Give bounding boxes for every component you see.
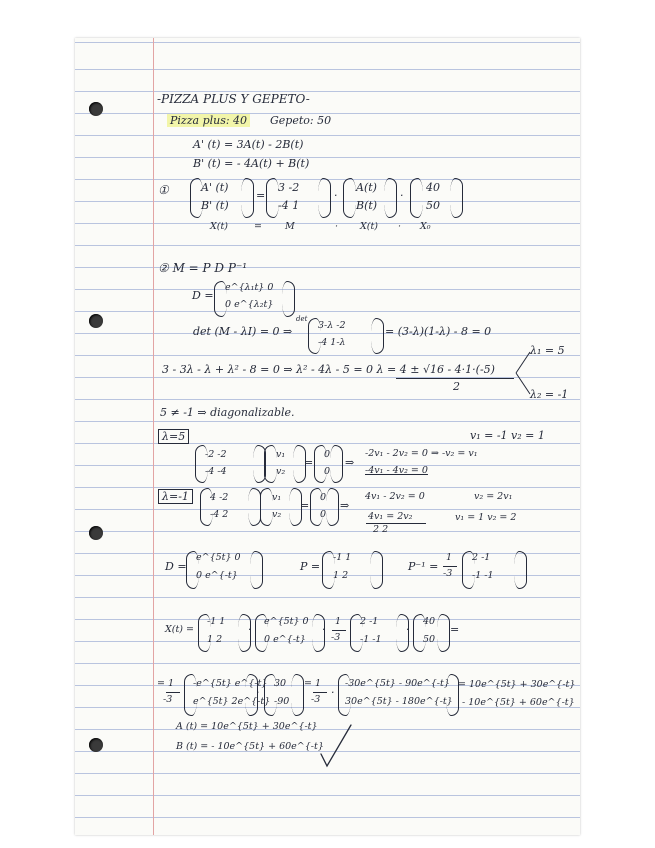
det-row2: -4 1-λ: [318, 337, 346, 348]
p-matrix-row1: -1 1: [333, 552, 352, 563]
sym-eq: =: [254, 221, 262, 232]
p-inverse-row1: 2 -1: [472, 552, 491, 563]
answer-b: B (t) = - 10e^{5t} + 60e^{-t}: [176, 741, 324, 752]
lambda5-v-row1: v₁: [276, 449, 286, 460]
step1-number: ①: [158, 183, 169, 197]
matrix-m-row2: -4 1: [278, 199, 300, 212]
dot: ·: [248, 623, 252, 636]
paren: [343, 178, 356, 218]
lambda5-z-row2: 0: [324, 466, 331, 477]
matrix-m-row1: 3 -2: [278, 181, 300, 194]
punch-hole: [89, 738, 103, 752]
final-result-1: = 10e^{5t} + 30e^{-t}: [458, 679, 576, 690]
fraction-bar: [166, 692, 180, 693]
lambda-1-m-row1: 4 -2: [210, 492, 229, 503]
final-eq2: = 1: [304, 678, 322, 689]
paren: [250, 551, 263, 589]
dot: ·: [400, 189, 404, 202]
lambda1: λ₁ = 5: [530, 344, 565, 357]
final-m-row2: e^{5t} 2e^{-t}: [193, 696, 271, 707]
sym-xt: X(t): [360, 221, 378, 232]
lambda-1-v-row1: v₁: [272, 492, 282, 503]
lambda-1-eq2: 4v₁ = 2v₂: [368, 511, 413, 522]
lambda-1-v-row2: v₂: [272, 509, 282, 520]
p-matrix-label: P =: [300, 560, 321, 573]
initial-pizza: Pizza plus: 40: [167, 114, 250, 127]
d-row1: e^{λ₁t} 0: [225, 282, 274, 293]
punch-hole: [89, 314, 103, 328]
dot: ·: [406, 623, 410, 636]
dot: ·: [256, 686, 260, 699]
lambda5-z-row1: 0: [324, 449, 331, 460]
x0-bottom: 50: [426, 199, 440, 212]
x0-top: 40: [426, 181, 440, 194]
xt-frac-num: 1: [335, 616, 342, 627]
xt-label: X(t) =: [165, 624, 194, 635]
fraction-bar: [443, 566, 457, 567]
x-top: A(t): [356, 181, 377, 194]
sym-m: M: [285, 221, 295, 232]
lambda5-m-row2: -4 -4: [205, 466, 227, 477]
xt-v-row1: 40: [423, 616, 436, 627]
paren: [410, 178, 423, 218]
paren: [370, 551, 383, 589]
lambda-1-m-row2: -4 2: [210, 509, 229, 520]
final-m-row1: -e^{5t} e^{-t}: [193, 678, 268, 689]
final-r-row2: 30e^{5t} - 180e^{-t}: [345, 696, 453, 707]
paren: [318, 178, 331, 218]
fraction-bar: [396, 378, 514, 379]
p-inverse-frac-den: -3: [443, 568, 453, 579]
diagonalizable-note: 5 ≠ -1 ⇒ diagonalizable.: [160, 406, 295, 419]
lambda5-eq1: -2v₁ - 2v₂ = 0 ⇒ -v₂ = v₁: [365, 448, 478, 459]
paren: [241, 178, 254, 218]
dot: ·: [322, 623, 326, 636]
lambda2: λ₂ = -1: [530, 388, 569, 401]
final-frac: = 1: [157, 678, 175, 689]
d-matrix-label: D =: [165, 560, 187, 573]
lambda5-m-row1: -2 -2: [205, 449, 227, 460]
lambda-1-result2: v₁ = 1 v₂ = 2: [455, 512, 517, 523]
lambda5-label: λ=5: [158, 429, 189, 444]
paren: [371, 318, 384, 354]
xt-frac-den: -3: [331, 632, 341, 643]
p-inverse-label: P⁻¹ =: [408, 560, 439, 573]
lambda5-eq2: -4v₁ - 4v₂ = 0: [365, 465, 428, 476]
sym-dot: ·: [335, 221, 339, 232]
lambda5-eigenvector: v₁ = -1 v₂ = 1: [470, 429, 545, 442]
xt-d-row2: 0 e^{-t}: [264, 634, 306, 645]
d-matrix-row1: e^{5t} 0: [196, 552, 241, 563]
xt-pinv-row1: 2 -1: [360, 616, 379, 627]
lambda-1-z-row2: 0: [320, 509, 327, 520]
equation-a: A' (t) = 3A(t) - 2B(t): [193, 138, 304, 151]
sym-x: X(t): [210, 221, 228, 232]
page-title: -PIZZA PLUS Y GEPETO-: [157, 92, 310, 106]
final-v-row1: 30: [274, 678, 287, 689]
sym-x0: X₀: [420, 221, 431, 232]
characteristic-expansion: 3 - 3λ - λ + λ² - 8 = 0 ⇒ λ² - 4λ - 5 = 0 λ = 4 ± √16 - 4·1·(-5): [162, 363, 495, 376]
x-bottom: B(t): [356, 199, 378, 212]
final-den2: -3: [311, 694, 321, 705]
sym-dot: ·: [398, 221, 402, 232]
punch-hole: [89, 526, 103, 540]
xt-d-row1: e^{5t} 0: [264, 616, 309, 627]
xt-p-row1: -1 1: [207, 616, 226, 627]
lambda-1-z-row1: 0: [320, 492, 327, 503]
paren: [437, 614, 450, 652]
final-frac-den: -3: [163, 694, 173, 705]
lambda-1-den: 2 2: [373, 524, 389, 535]
paren: [291, 674, 304, 716]
lambda-1-eq1: 4v₁ - 2v₂ = 0: [365, 491, 425, 502]
fraction-den: 2: [453, 380, 460, 393]
paren: [282, 281, 295, 317]
det-equation: det (M - λI) = 0 ⇒: [193, 325, 293, 338]
lhs-top: A' (t): [201, 181, 229, 194]
initial-gepeto: Gepeto: 50: [270, 114, 332, 127]
paren: [326, 488, 339, 526]
dot: ·: [334, 189, 338, 202]
final-r-row1: -30e^{5t} - 90e^{-t}: [345, 678, 450, 689]
xt-pinv-row2: -1 -1: [360, 634, 382, 645]
paren: [384, 178, 397, 218]
lambda-1-label: λ=-1: [158, 489, 193, 504]
step2-heading: ② M = P D P⁻¹: [158, 261, 248, 275]
d-label: D =: [192, 289, 214, 302]
det-result: = (3-λ)(1-λ) - 8 = 0: [385, 325, 492, 338]
equals-sign: =: [450, 623, 460, 636]
equation-b: B' (t) = - 4A(t) + B(t): [193, 157, 310, 170]
brace-arrow: [514, 348, 534, 398]
punch-hole: [89, 102, 103, 116]
paren: [330, 445, 343, 483]
p-matrix-row2: 1 2: [333, 570, 349, 581]
implies-arrow: ⇒: [340, 499, 350, 512]
lhs-bottom: B' (t): [201, 199, 229, 212]
xt-p-row2: 1 2: [207, 634, 223, 645]
p-inverse-frac-num: 1: [446, 552, 453, 563]
p-inverse-row2: -1 -1: [472, 570, 494, 581]
equals-sign: =: [256, 189, 266, 202]
final-v-row2: -90: [274, 696, 290, 707]
lambda-1-result1: v₂ = 2v₁: [474, 491, 513, 502]
final-result-2: - 10e^{5t} + 60e^{-t}: [462, 697, 575, 708]
paren: [450, 178, 463, 218]
check-mark-icon: [318, 722, 354, 770]
d-row2: 0 e^{λ₂t}: [225, 299, 274, 310]
lambda5-v-row2: v₂: [276, 466, 286, 477]
answer-a: A (t) = 10e^{5t} + 30e^{-t}: [176, 721, 318, 732]
implies-arrow: ⇒: [345, 456, 355, 469]
det-row1: 3-λ -2: [318, 320, 346, 331]
fraction-bar: [313, 692, 327, 693]
d-matrix-row2: 0 e^{-t}: [196, 570, 238, 581]
det-annotation: det: [296, 315, 308, 323]
paren: [514, 551, 527, 589]
xt-v-row2: 50: [423, 634, 436, 645]
fraction-bar: [332, 630, 346, 631]
dot: ·: [331, 686, 335, 699]
margin-line: [153, 38, 154, 835]
